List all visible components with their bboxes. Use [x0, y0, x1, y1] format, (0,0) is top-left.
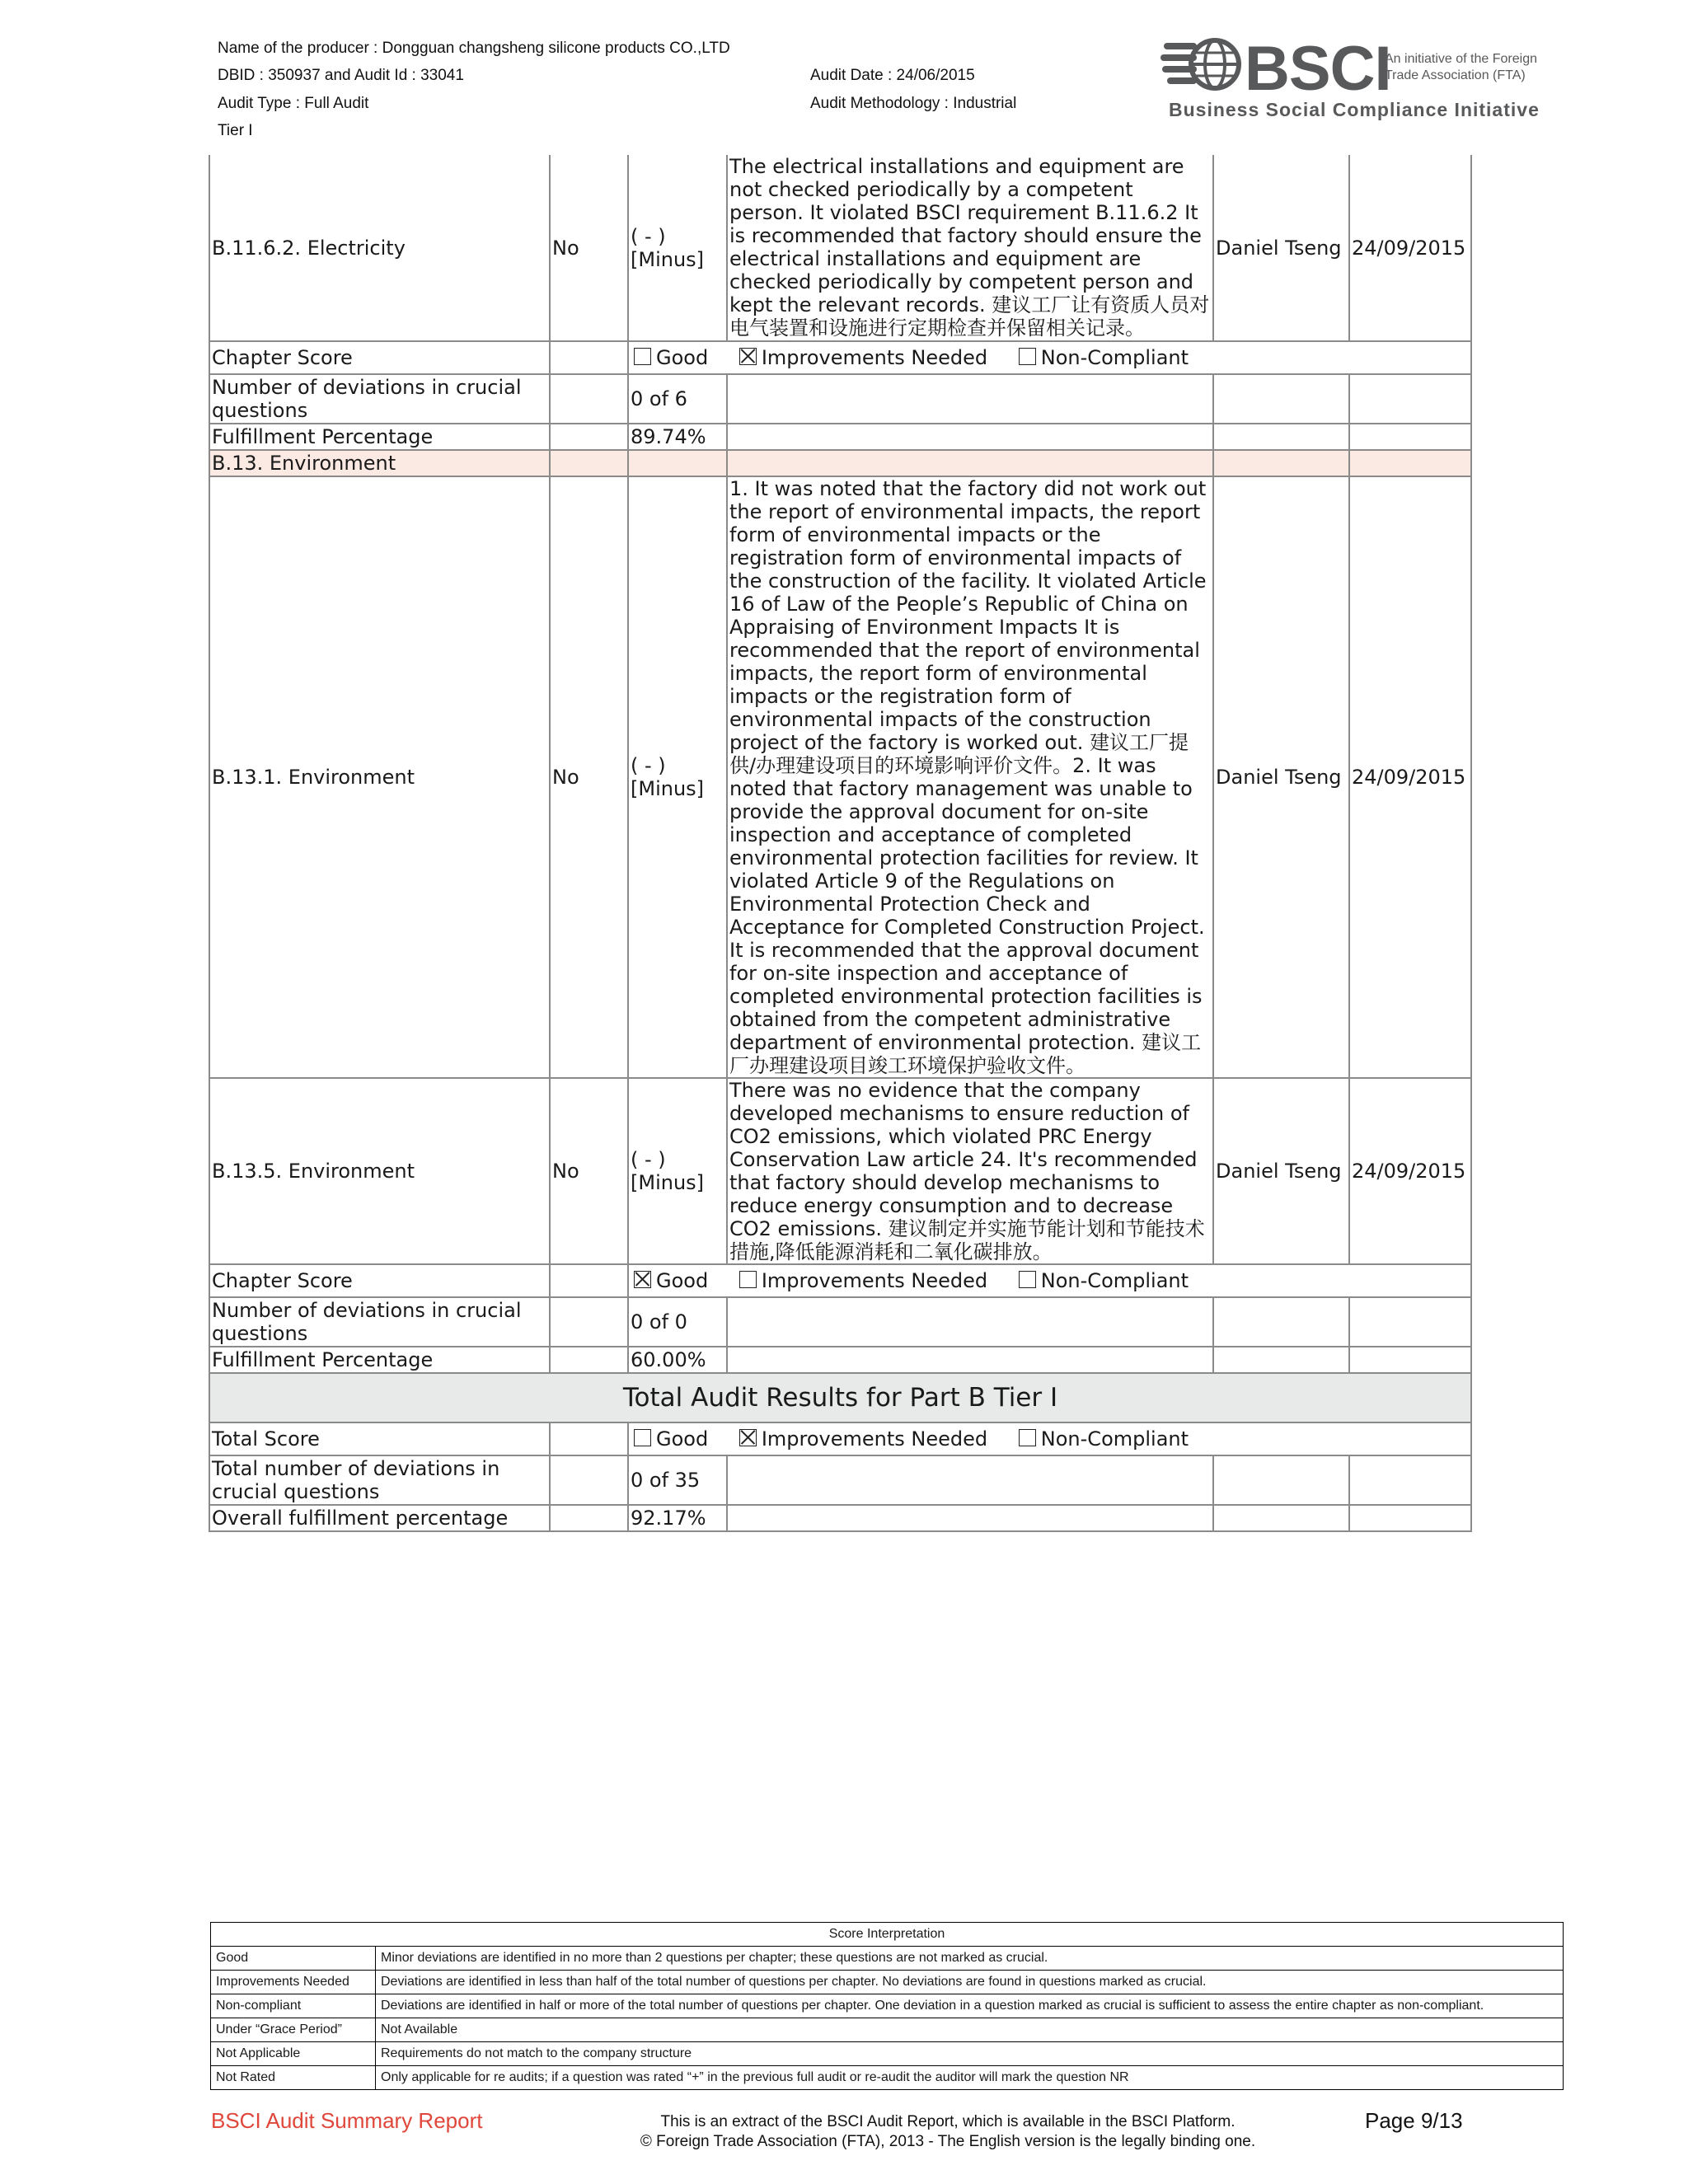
- footer-note-line1: This is an extract of the BSCI Audit Report, which is available in the BSCI Platform.: [660, 2113, 1236, 2130]
- question-label: B.11.6.2. Electricity: [209, 155, 550, 341]
- audit-type: Audit Type : Full Audit: [218, 95, 369, 112]
- audit-results-table: [209, 155, 1472, 1532]
- option-good: Good: [631, 1427, 708, 1451]
- answer-cell: No: [550, 155, 628, 341]
- legend-description: Minor deviations are identified in no more than 2 questions per chapter; these questions are not marked as crucial.: [376, 1947, 1564, 1971]
- finding-text: The electrical installations and equipment are not checked periodically by a competent person. It violated BSCI requirement B.11.6.2 It is recommended that factory should ensure the electrical installations and equipment are checked periodically by competent person and kept the relevant records. 建议工厂让有资质人员对电气装置和设施进行定期检查并保留相关记录。: [727, 155, 1213, 341]
- due-date: 24/09/2015: [1349, 1078, 1471, 1264]
- legend-row: [211, 2042, 1564, 2066]
- question-label: B.13.1. Environment: [209, 476, 550, 1078]
- deviations-value: 0 of 0: [628, 1297, 727, 1347]
- footer-note-line2: © Foreign Trade Association (FTA), 2013 - The English version is the legally binding one.: [640, 2133, 1256, 2150]
- total-deviations-label: Total number of deviations in crucial questions: [209, 1455, 550, 1505]
- total-deviations-value: 0 of 35: [628, 1455, 727, 1505]
- option-non-compliant: Non-Compliant: [1015, 1427, 1189, 1451]
- fulfillment-value: 60.00%: [628, 1347, 727, 1373]
- rating-cell: ( - ) [Minus]: [628, 155, 727, 341]
- fulfillment-label: Fulfillment Percentage: [209, 424, 550, 450]
- fulfillment-label: Fulfillment Percentage: [209, 1347, 550, 1373]
- legend-term: Good: [211, 1947, 376, 1971]
- legend-description: Deviations are identified in less than half of the total number of questions per chapter. No deviations are found in questions marked as crucial.: [376, 1971, 1564, 1994]
- legend-row: [211, 2066, 1564, 2090]
- report-name: BSCI Audit Summary Report: [211, 2108, 483, 2133]
- table-row: [209, 476, 1471, 1078]
- due-date: 24/09/2015: [1349, 155, 1471, 341]
- table-row: [209, 155, 1471, 341]
- overall-fulfillment-value: 92.17%: [628, 1505, 727, 1531]
- due-date: 24/09/2015: [1349, 476, 1471, 1078]
- deviations-value: 0 of 6: [628, 374, 727, 424]
- table-row: [209, 1078, 1471, 1264]
- total-deviations-row: [209, 1455, 1471, 1505]
- total-score-row: [209, 1422, 1471, 1455]
- chapter-score-options: [628, 341, 1471, 374]
- dbid-audit-id: DBID : 350937 and Audit Id : 33041: [218, 67, 464, 84]
- option-good: Good: [631, 346, 708, 369]
- checked-box-icon: [634, 1271, 651, 1288]
- deviations-label: Number of deviations in crucial questions: [209, 1297, 550, 1347]
- deviations-row: [209, 1297, 1471, 1347]
- option-non-compliant: Non-Compliant: [1015, 346, 1189, 369]
- deviations-label: Number of deviations in crucial questions: [209, 374, 550, 424]
- option-improvements-needed: Improvements Needed: [736, 1427, 987, 1451]
- option-good: Good: [631, 1269, 708, 1292]
- checkbox-icon: [739, 1271, 757, 1288]
- logo-subtitle: Business Social Compliance Initiative: [1169, 99, 1540, 120]
- fulfillment-row: [209, 424, 1471, 450]
- audit-date: Audit Date : 24/06/2015: [810, 67, 975, 84]
- checkbox-icon: [634, 348, 651, 365]
- overall-fulfillment-row: [209, 1505, 1471, 1531]
- page-number: Page 9/13: [1365, 2108, 1463, 2133]
- rating-cell: ( - ) [Minus]: [628, 476, 727, 1078]
- checked-box-icon: [739, 1429, 757, 1446]
- fulfillment-value: 89.74%: [628, 424, 727, 450]
- legend-title: Score Interpretation: [211, 1923, 1564, 1947]
- auditor-name: Daniel Tseng: [1213, 476, 1349, 1078]
- audit-methodology: Audit Methodology : Industrial: [810, 95, 1017, 112]
- overall-fulfillment-label: Overall fulfillment percentage: [209, 1505, 550, 1531]
- checkbox-icon: [634, 1429, 651, 1446]
- logo-tagline: An initiative of the Foreign Trade Association (FTA): [1385, 52, 1537, 82]
- section-heading-row: [209, 450, 1471, 476]
- option-non-compliant: Non-Compliant: [1015, 1269, 1189, 1292]
- legend-term: Not Rated: [211, 2066, 376, 2090]
- legend-term: Improvements Needed: [211, 1971, 376, 1994]
- answer-cell: No: [550, 476, 628, 1078]
- chapter-score-label: Chapter Score: [209, 341, 550, 374]
- legend-row: [211, 1971, 1564, 1994]
- legend-description: Deviations are identified in half or more of the total number of questions per chapter. One deviation in a question marked as crucial is sufficient to assess the entire chapter as non-compliant.: [376, 1994, 1564, 2018]
- question-label: B.13.5. Environment: [209, 1078, 550, 1264]
- legend-description: Not Available: [376, 2018, 1564, 2042]
- auditor-name: Daniel Tseng: [1213, 155, 1349, 341]
- deviations-row: [209, 374, 1471, 424]
- total-results-title: Total Audit Results for Part B Tier I: [209, 1373, 1471, 1422]
- finding-text: There was no evidence that the company developed mechanisms to ensure reduction of CO2 emissions, which violated PRC Energy Conservation Law article 24. It's recommended that factory should develop mechanisms to reduce energy consumption and to decrease CO2 emissions. 建议制定并实施节能计划和节能技术措施,降低能源消耗和二氧化碳排放。: [727, 1078, 1213, 1264]
- total-score-label: Total Score: [209, 1422, 550, 1455]
- logo-wordmark: BSCI: [1245, 34, 1391, 104]
- option-improvements-needed: Improvements Needed: [736, 346, 987, 369]
- option-improvements-needed: Improvements Needed: [736, 1269, 987, 1292]
- checkbox-icon: [1019, 1271, 1036, 1288]
- checkbox-icon: [1019, 348, 1036, 365]
- auditor-name: Daniel Tseng: [1213, 1078, 1349, 1264]
- answer-cell: No: [550, 1078, 628, 1264]
- score-interpretation-table: [210, 1922, 1564, 2090]
- total-results-heading-row: [209, 1373, 1471, 1422]
- section-title: B.13. Environment: [209, 450, 550, 476]
- tier: Tier I: [218, 122, 253, 139]
- chapter-score-label: Chapter Score: [209, 1264, 550, 1297]
- producer-name: Name of the producer : Dongguan changsheng silicone products CO.,LTD: [218, 40, 730, 57]
- footer-note: [544, 2112, 1352, 2152]
- checked-box-icon: [739, 348, 757, 365]
- legend-description: Only applicable for re audits; if a question was rated “+” in the previous full audit or re-audit the auditor will mark the question NR: [376, 2066, 1564, 2090]
- chapter-score-row: [209, 1264, 1471, 1297]
- legend-term: Not Applicable: [211, 2042, 376, 2066]
- chapter-score-row: [209, 341, 1471, 374]
- legend-row: [211, 2018, 1564, 2042]
- legend-row: [211, 1994, 1564, 2018]
- legend-description: Requirements do not match to the company structure: [376, 2042, 1564, 2066]
- globe-hand-icon: [1160, 31, 1243, 97]
- checkbox-icon: [1019, 1429, 1036, 1446]
- legend-term: Non-compliant: [211, 1994, 376, 2018]
- legend-row: [211, 1947, 1564, 1971]
- finding-text: 1. It was noted that the factory did not work out the report of environmental impacts, the report form of environmental impacts or the registration form of environmental impacts of the construction of the facility. It violated Article 16 of Law of the People’s Republic of China on Appraising of Environment Impacts It is recommended that the report of environmental impacts, the report form of environmental impacts or the registration form of environmental impacts of the construction project of the factory is worked out. 建议工厂提供/办理建设项目的环境影响评价文件。2. It was noted that factory management was unable to provide the approval document for on-site inspection and acceptance of completed environmental protection facilities for review. It violated Article 9 of the Regulations on Environmental Protection Check and Acceptance for Completed Construction Project. It is recommended that the approval document for on-site inspection and acceptance of completed environmental protection facilities is obtained from the competent administrative department of environmental protection. 建议工厂办理建设项目竣工环境保护验收文件。: [727, 476, 1213, 1078]
- total-score-options: [628, 1422, 1471, 1455]
- bsci-logo: [1160, 30, 1548, 127]
- legend-term: Under “Grace Period”: [211, 2018, 376, 2042]
- fulfillment-row: [209, 1347, 1471, 1373]
- legend-header-row: [211, 1923, 1564, 1947]
- chapter-score-options: [628, 1264, 1471, 1297]
- rating-cell: ( - ) [Minus]: [628, 1078, 727, 1264]
